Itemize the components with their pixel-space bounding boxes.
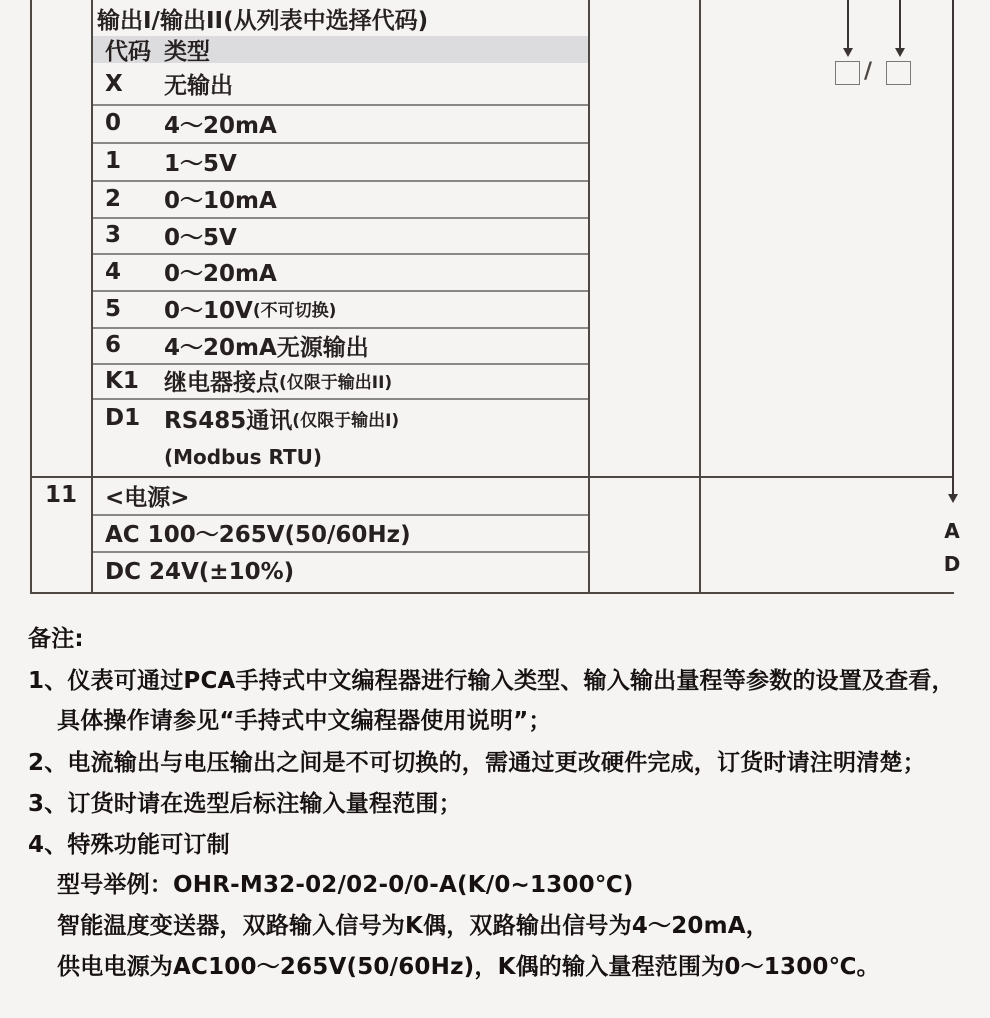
output-row-5 bbox=[93, 290, 588, 327]
type-note: (仅限于输出I) bbox=[292, 410, 400, 431]
output-row-6 bbox=[93, 327, 588, 363]
power-title-cell bbox=[93, 476, 588, 514]
code-column-header: 代码 bbox=[105, 39, 151, 65]
note-example-desc-1: 智能温度变送器，双路输入信号为K偶，双路输出信号为4～20mA， bbox=[57, 913, 769, 939]
slash-separator: / bbox=[864, 59, 873, 84]
down-arrow-line-1 bbox=[847, 0, 849, 49]
code-cell: 6 bbox=[105, 332, 122, 358]
down-arrow-head-1 bbox=[843, 48, 853, 57]
output-row-2 bbox=[93, 180, 588, 217]
output-row-1 bbox=[93, 142, 588, 180]
code-cell: 5 bbox=[105, 295, 122, 322]
output-section-title bbox=[93, 1, 592, 35]
note-line-1b: 具体操作请参见“手持式中文编程器使用说明”； bbox=[57, 708, 552, 734]
code-cell: X bbox=[105, 70, 123, 97]
power-option-ac-text: AC 100～265V(50/60Hz) bbox=[105, 522, 411, 548]
power-option-dc-text: DC 24V(±10%) bbox=[105, 558, 295, 585]
output-row-0 bbox=[93, 104, 588, 142]
note-model-example: 型号举例：OHR-M32-02/02-0/0-A(K/0~1300℃) bbox=[57, 872, 634, 898]
down-arrow-line-2 bbox=[899, 0, 901, 49]
power-title-text: <电源> bbox=[105, 484, 190, 511]
order-code-box-output1 bbox=[835, 61, 860, 85]
output-row-3 bbox=[93, 217, 588, 253]
type-cell: 0～20mA bbox=[164, 261, 277, 287]
output-row-x bbox=[93, 63, 588, 104]
down-arrow-head-2 bbox=[895, 48, 905, 57]
type-cell: 4～20mA无源输出 bbox=[164, 334, 369, 361]
power-code-a: A bbox=[944, 519, 960, 543]
output-row-k1 bbox=[93, 363, 588, 398]
type-cell: 继电器接点 bbox=[164, 370, 279, 396]
order-code-box-output2 bbox=[886, 61, 911, 85]
note-line-2: 2、电流输出与电压输出之间是不可切换的，需通过更改硬件完成，订货时请注明清楚； bbox=[28, 750, 926, 776]
type-cell: 0～5V bbox=[164, 224, 237, 251]
type-note: (仅限于输出II) bbox=[279, 373, 393, 393]
table-divider-desc bbox=[588, 0, 590, 594]
modbus-cell: (Modbus RTU) bbox=[164, 445, 323, 469]
item-number-cell: 11 bbox=[44, 482, 77, 508]
code-cell: K1 bbox=[105, 367, 139, 394]
power-code-arrow-line bbox=[952, 0, 954, 495]
type-cell: 0～10mA bbox=[164, 188, 277, 214]
type-column-header: 类型 bbox=[164, 39, 210, 65]
type-note: (不可切换) bbox=[252, 301, 337, 321]
type-cell: 无输出 bbox=[164, 73, 233, 99]
type-cell: RS485通讯 bbox=[164, 407, 293, 434]
code-cell: 4 bbox=[105, 258, 122, 285]
type-cell: 0～10V bbox=[164, 298, 253, 324]
note-line-1: 1、仪表可通过PCA手持式中文编程器进行输入类型、输入输出量程等参数的设置及查看， bbox=[28, 668, 955, 694]
notes-heading: 备注: bbox=[28, 626, 84, 652]
code-cell: D1 bbox=[105, 405, 141, 431]
table-divider-code-col bbox=[699, 0, 701, 594]
output-row-4 bbox=[93, 253, 588, 290]
code-cell: 3 bbox=[105, 222, 122, 248]
table-border-bottom bbox=[30, 592, 954, 594]
note-line-4: 4、特殊功能可订制 bbox=[28, 832, 230, 858]
power-code-d: D bbox=[943, 552, 961, 576]
code-cell: 1 bbox=[105, 148, 122, 174]
output-section-title-text: 输出I/输出II(从列表中选择代码) bbox=[97, 7, 429, 34]
output-row-d1 bbox=[93, 398, 588, 438]
code-cell: 0 bbox=[105, 110, 122, 136]
output-row-modbus bbox=[93, 438, 588, 476]
type-cell: 4～20mA bbox=[164, 112, 277, 139]
type-cell: 1～5V bbox=[164, 150, 237, 177]
note-example-desc-2: 供电电源为AC100～265V(50/60Hz)，K偶的输入量程范围为0～1300℃。 bbox=[57, 954, 880, 980]
note-line-3: 3、订货时请在选型后标注输入量程范围； bbox=[28, 791, 462, 817]
code-cell: 2 bbox=[105, 185, 122, 212]
output-table-header bbox=[93, 36, 588, 63]
power-option-ac bbox=[93, 514, 588, 551]
power-option-dc bbox=[93, 551, 588, 592]
power-code-arrow-head bbox=[948, 494, 958, 503]
